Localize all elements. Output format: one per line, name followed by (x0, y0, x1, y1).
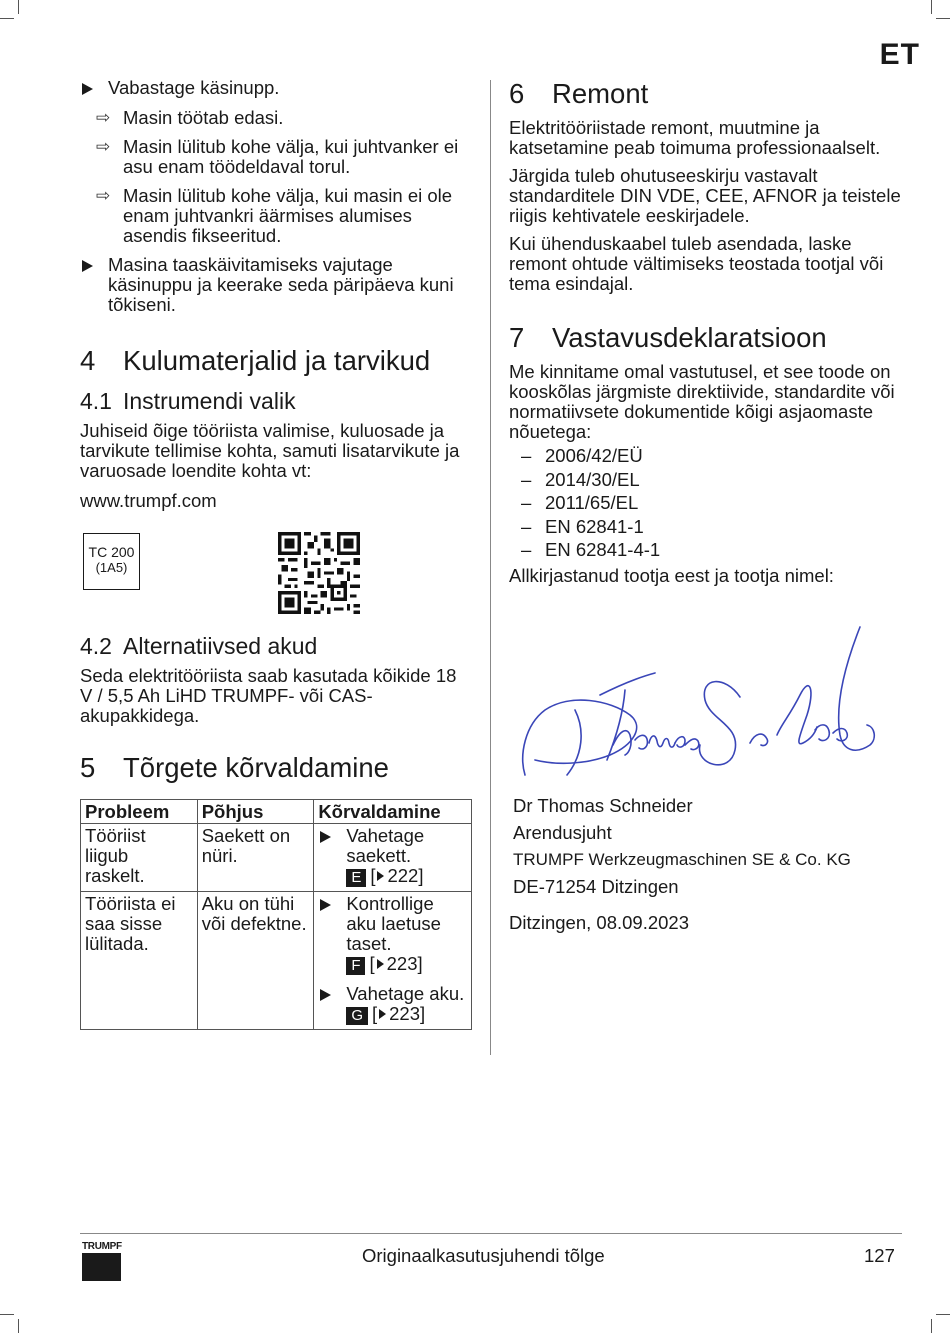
paragraph: Juhiseid õige tööriista valimise, kuluosade ja tarvikute tellimise kohta, samuti lisatarvikute ja varuosade loendite kohta vt: (80, 420, 460, 481)
trumpf-logo: TRUMPF (82, 1241, 122, 1252)
result-arrow-icon: ⇨ (96, 137, 111, 156)
remedy-step (318, 984, 467, 1025)
column-divider (490, 80, 491, 1055)
crop-mark (0, 1314, 14, 1315)
remedy-text: Vahetage saekett. (346, 825, 425, 866)
section-title: Kulumaterjalid ja tarvikud (123, 345, 431, 376)
directive: 2006/42/EÜ (545, 445, 643, 466)
list-item: – 2011/65/EL (521, 492, 639, 513)
step-text: Vabastage käsinupp. (108, 77, 280, 98)
paragraph: Allkirjastanud tootja eest ja tootja nimel: (509, 564, 834, 586)
column-header: Kõrvaldamine (314, 800, 472, 824)
table-header-row (81, 800, 472, 824)
signer-block (513, 796, 851, 904)
page-ref: 222] (387, 865, 424, 886)
instruction-step (80, 78, 472, 98)
page-arrow-icon (379, 1009, 386, 1019)
figure-badge: F (346, 957, 365, 975)
subsection-title: Alternatiivsed akud (123, 633, 318, 659)
section-number: 4 (80, 345, 96, 376)
section-title: Tõrgete kõrvaldamine (123, 752, 389, 783)
section-heading (509, 322, 904, 354)
page-ref: 223] (386, 953, 423, 974)
section-title: Vastavusdeklaratsioon (552, 322, 827, 353)
figure-reference[interactable]: G [ 223] (346, 1004, 467, 1025)
section-4-2 (80, 632, 472, 794)
paragraph: Järgida tuleb ohutuseeskirju vastavalt standarditele DIN VDE, CEE, AFNOR ja teistele riigis kehtivatele eeskirjadele. (509, 165, 901, 226)
page-arrow-icon (377, 871, 384, 881)
remedy-text: Vahetage aku. (346, 983, 465, 1004)
footer-rule (80, 1233, 902, 1234)
result-item (80, 108, 472, 128)
directive: EN 62841-4-1 (545, 539, 661, 560)
remedy-text: Kontrollige aku laetuse taset. (346, 893, 441, 954)
list-item: – 2014/30/EL (521, 468, 640, 490)
section-number: 7 (509, 322, 525, 353)
table-row (81, 892, 472, 1030)
remedy-cell (314, 892, 472, 1030)
figure-badge: E (346, 869, 366, 887)
result-text: Masin lülitub kohe välja, kui juhtvanker ei asu enam töödeldaval torul. (123, 136, 459, 177)
qr-code-icon[interactable] (278, 532, 360, 614)
problem-cell: Tööriist liigub raskelt. (81, 824, 198, 892)
column-header: Põhjus (197, 800, 314, 824)
section-number: 6 (509, 78, 525, 109)
page-number: 127 (864, 1245, 895, 1266)
section-title: Remont (552, 78, 649, 109)
website-link[interactable]: www.trumpf.com (80, 490, 217, 511)
paragraph: Seda elektritööriista saab kasutada kõikide 18 V / 5,5 Ah LiHD TRUMPF- või CAS-akupakkidega. (80, 665, 457, 726)
result-text: Masin lülitub kohe välja, kui masin ei ole enam juhtvankri äärmises alumises asendis fikseeritud. (123, 185, 453, 246)
instruction-step (80, 255, 472, 315)
tool-code-box (83, 533, 140, 590)
paragraph: Me kinnitame omal vastutusel, et see toode on kooskõlas järgmiste direktiivide, standardite või normatiivsete dokumentide kõigi asjaomaste nõuetega: (509, 361, 895, 442)
signer-name: Dr Thomas Schneider (513, 795, 693, 816)
directive: EN 62841-1 (545, 515, 644, 537)
paragraph: Kui ühenduskaabel tuleb asendada, laske remont ohtude vältimiseks teostada tootjal või tema esindajal. (509, 233, 884, 294)
step-arrow-icon (82, 260, 93, 272)
list-item: – EN 62841-4-1 (521, 539, 661, 560)
footer-title: Originaalkasutusjuhendi tõlge (362, 1245, 605, 1266)
crop-mark (18, 1319, 19, 1333)
troubleshooting-table (80, 799, 472, 1030)
step-text: Masina taaskäivitamiseks vajutage käsinuppu ja keerake seda päripäeva kuni tõkiseni. (108, 254, 454, 315)
figure-reference[interactable]: E [ 222] (346, 866, 467, 887)
page-arrow-icon (377, 959, 384, 969)
handwritten-signature (515, 615, 885, 790)
crop-mark (931, 0, 932, 14)
crop-mark (936, 1314, 950, 1315)
paragraph: Elektritööriistade remont, muutmine ja katsetamine peab toimuma professionaalselt. (509, 117, 881, 158)
problem-cell: Tööriista ei saa sisse lülitada. (81, 892, 198, 1030)
list-item: – EN 62841-1 (521, 515, 644, 537)
subsection-title: Instrumendi valik (123, 388, 296, 414)
company-name: TRUMPF Werkzeugmaschinen SE & Co. KG (513, 850, 851, 869)
figure-reference[interactable]: F [ 223] (346, 954, 467, 975)
remedy-cell (314, 824, 472, 892)
list-item: – 2006/42/EÜ (521, 445, 643, 466)
step-arrow-icon (82, 83, 93, 95)
result-text: Masin töötab edasi. (123, 107, 284, 128)
step-arrow-icon (320, 831, 331, 843)
result-item (80, 137, 472, 177)
section-heading (80, 752, 472, 784)
result-arrow-icon: ⇨ (96, 108, 111, 127)
cause-cell: Saekett on nüri. (197, 824, 314, 892)
table-row (81, 824, 472, 892)
trumpf-logo-block (82, 1253, 121, 1281)
crop-mark (18, 0, 19, 14)
language-tag: ET (879, 38, 920, 71)
result-arrow-icon: ⇨ (96, 186, 111, 205)
directive: 2011/65/EL (545, 492, 639, 513)
figure-badge: G (346, 1007, 368, 1025)
section-heading (509, 78, 904, 110)
directive: 2014/30/EL (545, 468, 640, 490)
crop-mark (931, 1319, 932, 1333)
tool-code-sub: (1A5) (95, 560, 128, 575)
column-header: Probleem (81, 800, 198, 824)
cause-cell: Aku on tühi või defektne. (197, 892, 314, 1030)
left-column (80, 78, 472, 519)
subsection-number: 4.1 (80, 388, 112, 414)
page-ref: 223] (389, 1003, 426, 1024)
right-column (509, 78, 904, 594)
tool-code: TC 200 (88, 544, 135, 560)
signature-date: Ditzingen, 08.09.2023 (509, 912, 689, 933)
subsection-number: 4.2 (80, 633, 112, 659)
directive-list (509, 444, 904, 562)
section-heading (80, 345, 472, 377)
company-address: DE-71254 Ditzingen (513, 876, 679, 897)
signer-role: Arendusjuht (513, 822, 612, 843)
step-arrow-icon (320, 989, 331, 1001)
crop-mark (0, 18, 14, 19)
remedy-step (318, 826, 467, 887)
step-arrow-icon (320, 899, 331, 911)
crop-mark (936, 18, 950, 19)
result-item (80, 186, 472, 246)
subsection-heading (80, 387, 472, 415)
remedy-step (318, 894, 467, 975)
subsection-heading (80, 632, 472, 660)
section-number: 5 (80, 752, 96, 783)
